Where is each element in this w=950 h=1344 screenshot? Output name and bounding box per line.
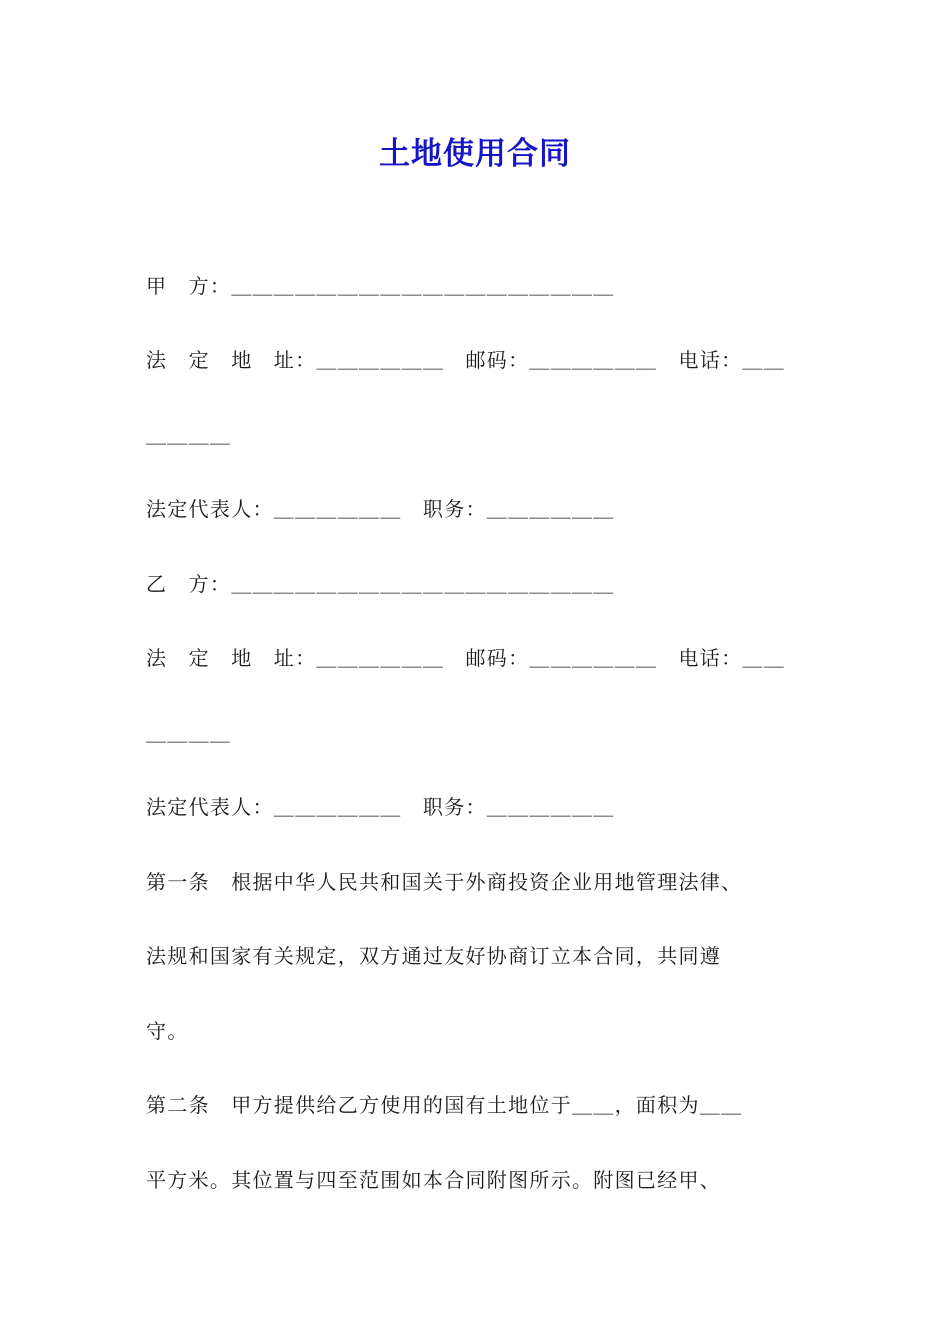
- article-1-line-2: 法规和国家有关规定，双方通过友好协商订立本合同，共同遵: [146, 944, 722, 968]
- party-a-address-line: 法 定 地 址：＿＿＿＿＿＿ 邮码：＿＿＿＿＿＿ 电话：＿＿: [146, 348, 785, 372]
- article-1-line-3: 守。: [146, 1019, 189, 1043]
- article-2-line-2: 平方米。其位置与四至范围如本合同附图所示。附图已经甲、: [146, 1168, 722, 1192]
- article-2-line-1: 第二条 甲方提供给乙方使用的国有土地位于＿＿，面积为＿＿: [146, 1093, 743, 1117]
- party-b-line: 乙 方：＿＿＿＿＿＿＿＿＿＿＿＿＿＿＿＿＿＿: [146, 572, 615, 596]
- party-a-representative-line: 法定代表人：＿＿＿＿＿＿ 职务：＿＿＿＿＿＿: [146, 497, 615, 521]
- party-b-address-line: 法 定 地 址：＿＿＿＿＿＿ 邮码：＿＿＿＿＿＿ 电话：＿＿: [146, 646, 785, 670]
- party-b-phone-continuation: ＿＿＿＿: [146, 721, 232, 745]
- article-1-line-1: 第一条 根据中华人民共和国关于外商投资企业用地管理法律、: [146, 870, 743, 894]
- party-a-phone-continuation: ＿＿＿＿: [146, 423, 232, 447]
- party-b-representative-line: 法定代表人：＿＿＿＿＿＿ 职务：＿＿＿＿＿＿: [146, 795, 615, 819]
- party-a-line: 甲 方：＿＿＿＿＿＿＿＿＿＿＿＿＿＿＿＿＿＿: [146, 274, 615, 298]
- document-title: 土地使用合同: [379, 136, 571, 172]
